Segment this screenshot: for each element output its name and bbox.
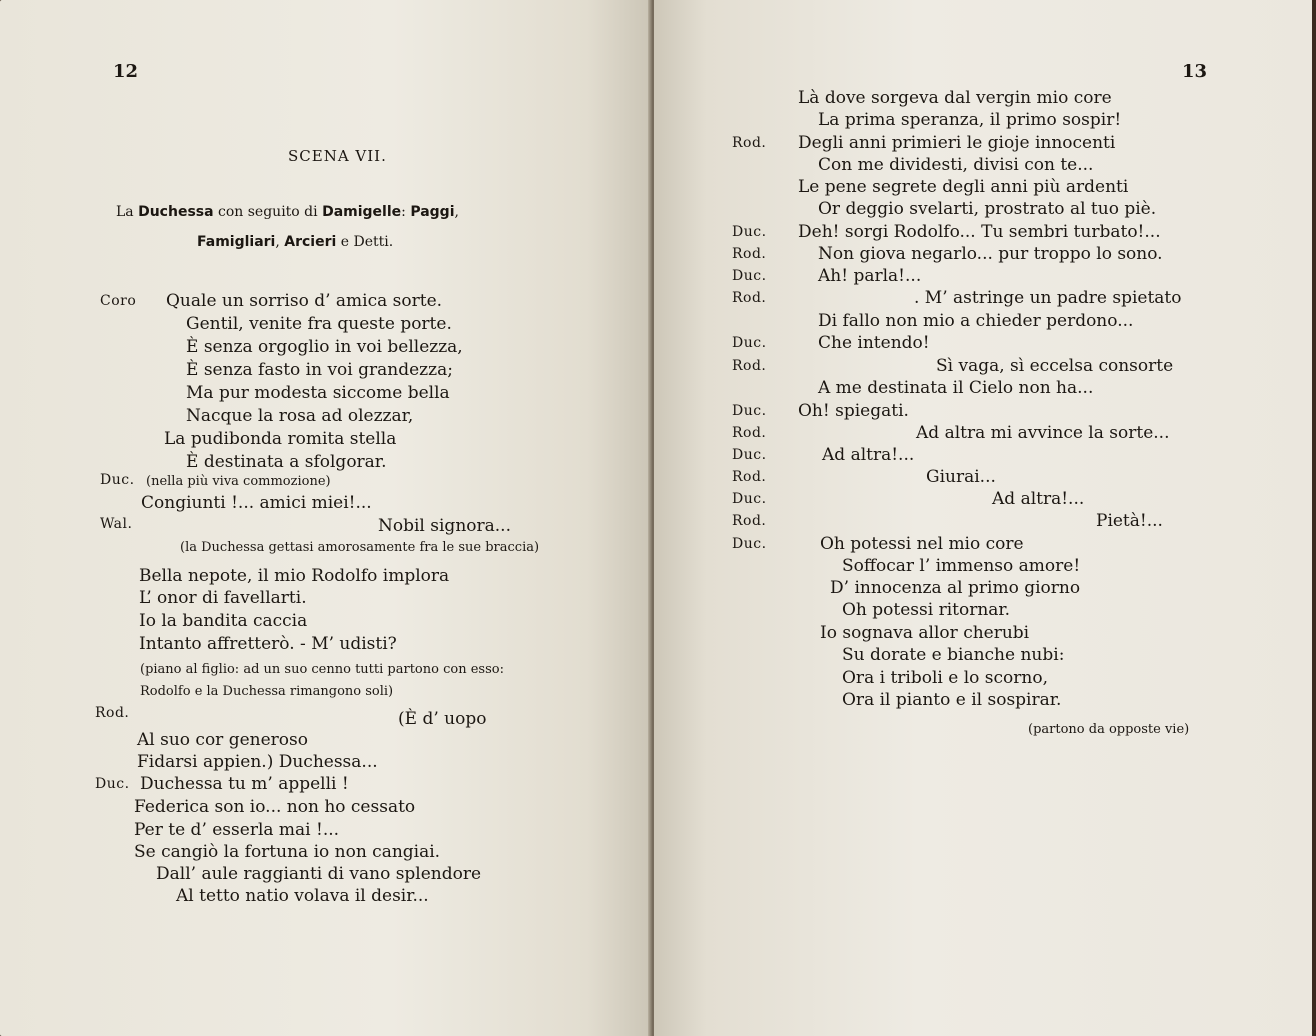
verse-line: È senza fasto in voi grandezza;: [186, 360, 453, 380]
verse-line: Congiunti !... amici miei!...: [141, 493, 372, 513]
speaker-label: Duc.: [732, 224, 767, 240]
stage-direction: (piano al figlio: ad un suo cenno tutti partono con esso:: [140, 662, 504, 677]
verse-line: Nacque la rosa ad olezzar,: [186, 406, 414, 426]
speaker-label: Duc.: [100, 472, 135, 488]
verse-line: Nobil signora...: [378, 516, 511, 536]
verse-line: Gentil, venite fra queste porte.: [186, 314, 452, 334]
verse-line: Oh! spiegati.: [798, 401, 909, 421]
verse-line: . M’ astringe un padre spietato: [914, 288, 1182, 308]
verse-line: La pudibonda romita stella: [164, 429, 397, 449]
stage-direction: (la Duchessa gettasi amorosamente fra le sue braccia): [180, 540, 540, 555]
verse-line: Degli anni primieri le gioje innocenti: [798, 133, 1116, 153]
speaker-label: Rod.: [732, 358, 767, 374]
verse-line: (È d’ uopo: [398, 709, 487, 729]
speaker-label: Rod.: [732, 290, 767, 306]
scene-title: SCENA VII.: [288, 147, 387, 165]
verse-line: A me destinata il Cielo non ha...: [818, 378, 1094, 398]
speaker-label: Duc.: [732, 447, 767, 463]
verse-line: È destinata a sfolgorar.: [186, 452, 387, 472]
verse-line: Dall’ aule raggianti di vano splendore: [156, 864, 482, 884]
verse-line: Al tetto natio volava il desir...: [176, 886, 429, 906]
verse-line: Ad altra!...: [992, 489, 1085, 509]
verse-line: Pietà!...: [1096, 511, 1163, 531]
verse-line: Ora i triboli e lo scorno,: [842, 668, 1048, 688]
page-number: 13: [1182, 61, 1208, 82]
verse-line: Ad altra mi avvince la sorte...: [916, 423, 1170, 443]
speaker-label: Duc.: [732, 403, 767, 419]
speaker-label: Coro: [100, 293, 137, 309]
verse-line: Ah! parla!...: [818, 266, 922, 286]
verse-line: Bella nepote, il mio Rodolfo implora: [139, 566, 450, 586]
verse-line: Io sognava allor cherubi: [820, 623, 1030, 643]
verse-line: Fidarsi appien.) Duchessa...: [137, 752, 378, 772]
speaker-label: Rod.: [732, 135, 767, 151]
verse-line: Quale un sorriso d’ amica sorte.: [166, 291, 443, 311]
right-page: [654, 0, 1312, 1036]
speaker-label: Rod.: [95, 705, 130, 721]
speaker-label: Duc.: [732, 491, 767, 507]
left-page: [0, 0, 652, 1036]
stage-direction: Rodolfo e la Duchessa rimangono soli): [140, 684, 394, 699]
speaker-label: Wal.: [100, 516, 133, 532]
verse-line: Sì vaga, sì eccelsa consorte: [936, 356, 1174, 376]
verse-line: Con me dividesti, divisi con te...: [818, 155, 1094, 175]
verse-line: Giurai...: [926, 467, 996, 487]
verse-line: Intanto affretterò. - M’ udisti?: [139, 634, 397, 654]
speaker-label: Duc.: [732, 268, 767, 284]
verse-line: Di fallo non mio a chieder perdono...: [818, 311, 1134, 331]
verse-line: Deh! sorgi Rodolfo... Tu sembri turbato!...: [798, 222, 1161, 242]
stage-direction: Famigliari, Arcieri e Detti.: [197, 234, 394, 250]
verse-line: Soffocar l’ immenso amore!: [842, 556, 1081, 576]
verse-line: Ad altra!...: [822, 445, 915, 465]
verse-line: Per te d’ esserla mai !...: [134, 820, 340, 840]
verse-line: Su dorate e bianche nubi:: [842, 645, 1065, 665]
verse-line: L’ onor di favellarti.: [139, 588, 307, 608]
verse-line: È senza orgoglio in voi bellezza,: [186, 337, 463, 357]
verse-line: Al suo cor generoso: [137, 730, 308, 750]
speaker-label: Rod.: [732, 246, 767, 262]
speaker-label: Rod.: [732, 513, 767, 529]
verse-line: Duchessa tu m’ appelli !: [140, 774, 349, 794]
verse-line: Là dove sorgeva dal vergin mio core: [798, 88, 1112, 108]
verse-line: Se cangiò la fortuna io non cangiai.: [134, 842, 441, 862]
page-number: 12: [113, 61, 139, 82]
verse-line: Oh potessi nel mio core: [820, 534, 1024, 554]
stage-direction: (partono da opposte vie): [1028, 722, 1190, 737]
speaker-label: Duc.: [95, 776, 130, 792]
verse-line: Le pene segrete degli anni più ardenti: [798, 177, 1129, 197]
verse-line: Che intendo!: [818, 333, 930, 353]
stage-direction: (nella più viva commozione): [146, 474, 331, 489]
verse-line: Io la bandita caccia: [139, 611, 308, 631]
speaker-label: Rod.: [732, 425, 767, 441]
verse-line: La prima speranza, il primo sospir!: [818, 110, 1122, 130]
speaker-label: Duc.: [732, 335, 767, 351]
speaker-label: Rod.: [732, 469, 767, 485]
verse-line: Non giova negarlo... pur troppo lo sono.: [818, 244, 1163, 264]
stage-direction: La Duchessa con seguito di Damigelle: Paggi,: [116, 204, 459, 220]
verse-line: D’ innocenza al primo giorno: [830, 578, 1081, 598]
verse-line: Oh potessi ritornar.: [842, 600, 1011, 620]
verse-line: Ora il pianto e il sospirar.: [842, 690, 1062, 710]
verse-line: Ma pur modesta siccome bella: [186, 383, 450, 403]
speaker-label: Duc.: [732, 536, 767, 552]
verse-line: Or deggio svelarti, prostrato al tuo piè.: [818, 199, 1157, 219]
verse-line: Federica son io... non ho cessato: [134, 797, 416, 817]
